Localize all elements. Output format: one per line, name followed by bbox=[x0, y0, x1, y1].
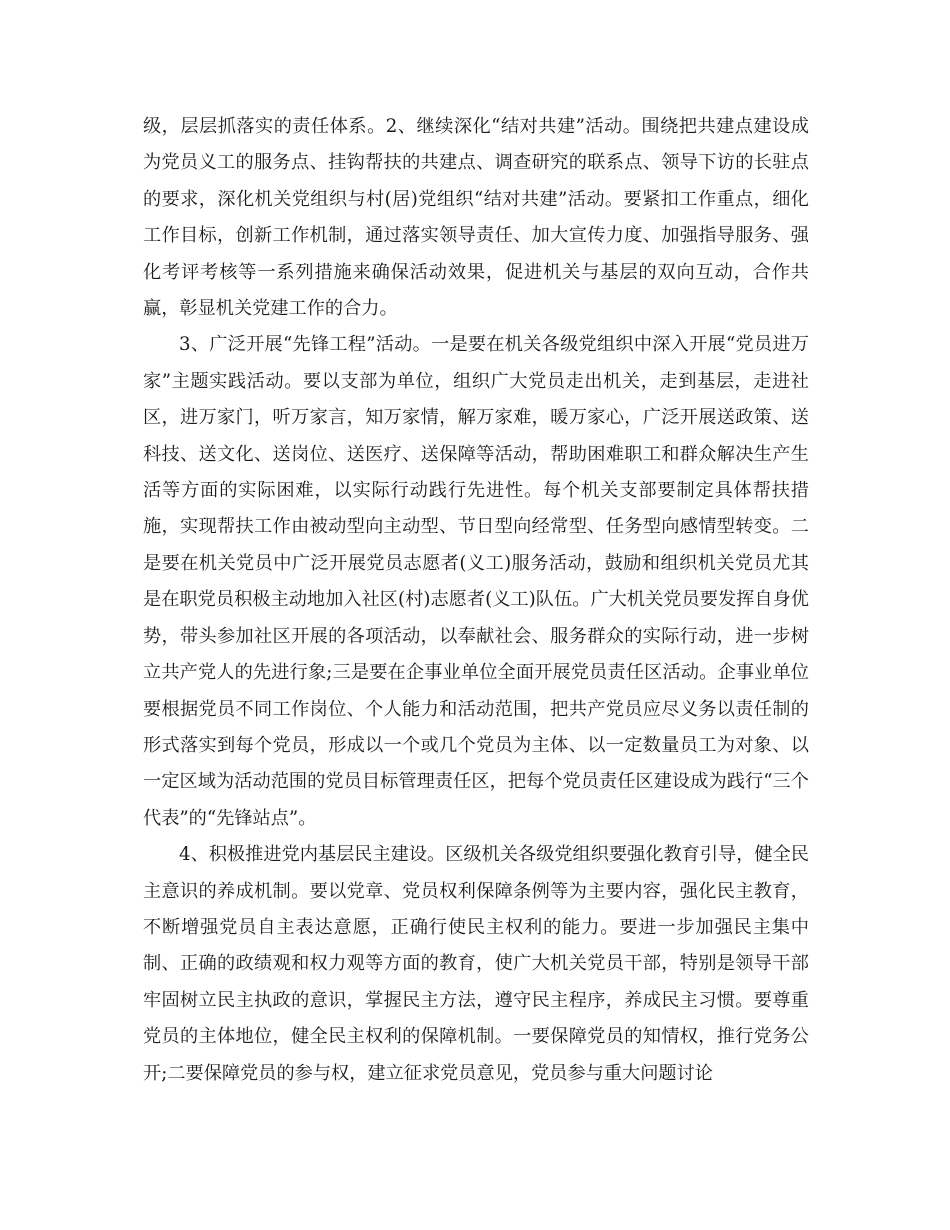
paragraph-grassroots-democracy: 4、积极推进党内基层民主建设。区级机关各级党组织要强化教育引导，健全民主意识的养成机制。要以党章、党员权利保障条例等为主要内容，强化民主教育，不断增强党员自主表达意愿，正确行使民主权利的能力。要进一步加强民主集中制、正确的政绩观和权力观等方面的教育，使广大机关党员干部，特别是领导干部牢固树立民主执政的意识，掌握民主方法，遵守民主程序，养成民主习惯。要尊重党员的主体地位，健全民主权利的保障机制。一要保障党员的知情权，推行党务公开;二要保障党员的参与权，建立征求党员意见，党员参与重大问题讨论 bbox=[143, 844, 809, 1084]
document-body bbox=[143, 109, 809, 1092]
paragraph-continuation: 级，层层抓落实的责任体系。2、继续深化“结对共建”活动。围绕把共建点建设成为党员义工的服务点、挂钩帮扶的共建点、调查研究的联系点、领导下访的长驻点的要求，深化机关党组织与村(居)党组织“结对共建”活动。要紧扣工作重点，细化工作目标，创新工作机制，通过落实领导责任、加大宣传力度、加强指导服务、强化考评考核等一系列措施来确保活动效果，促进机关与基层的双向互动，合作共赢，彰显机关党建工作的合力。 bbox=[143, 116, 809, 320]
paragraph-pioneer-project: 3、广泛开展“先锋工程”活动。一是要在机关各级党组织中深入开展“党员进万家”主题实践活动。要以支部为单位，组织广大党员走出机关，走到基层，走进社区，进万家门，听万家言，知万家情，解万家难，暖万家心，广泛开展送政策、送科技、送文化、送岗位、送医疗、送保障等活动，帮助困难职工和群众解决生产生活等方面的实际困难，以实际行动践行先进性。每个机关支部要制定具体帮扶措施，实现帮扶工作由被动型向主动型、节日型向经常型、任务型向感情型转变。二是要在机关党员中广泛开展党员志愿者(义工)服务活动，鼓励和组织机关党员尤其是在职党员积极主动地加入社区(村)志愿者(义工)队伍。广大机关党员要发挥自身优势，带头参加社区开展的各项活动，以奉献社会、服务群众的实际行动，进一步树立共产党人的先进行象;三是要在企事业单位全面开展党员责任区活动。企事业单位要根据党员不同工作岗位、个人能力和活动范围，把共产党员应尽义务以责任制的形式落实到每个党员，形成以一个或几个党员为主体、以一定数量员工为对象、以一定区域为活动范围的党员目标管理责任区，把每个党员责任区建设成为践行“三个代表”的“先锋站点”。 bbox=[143, 334, 809, 829]
